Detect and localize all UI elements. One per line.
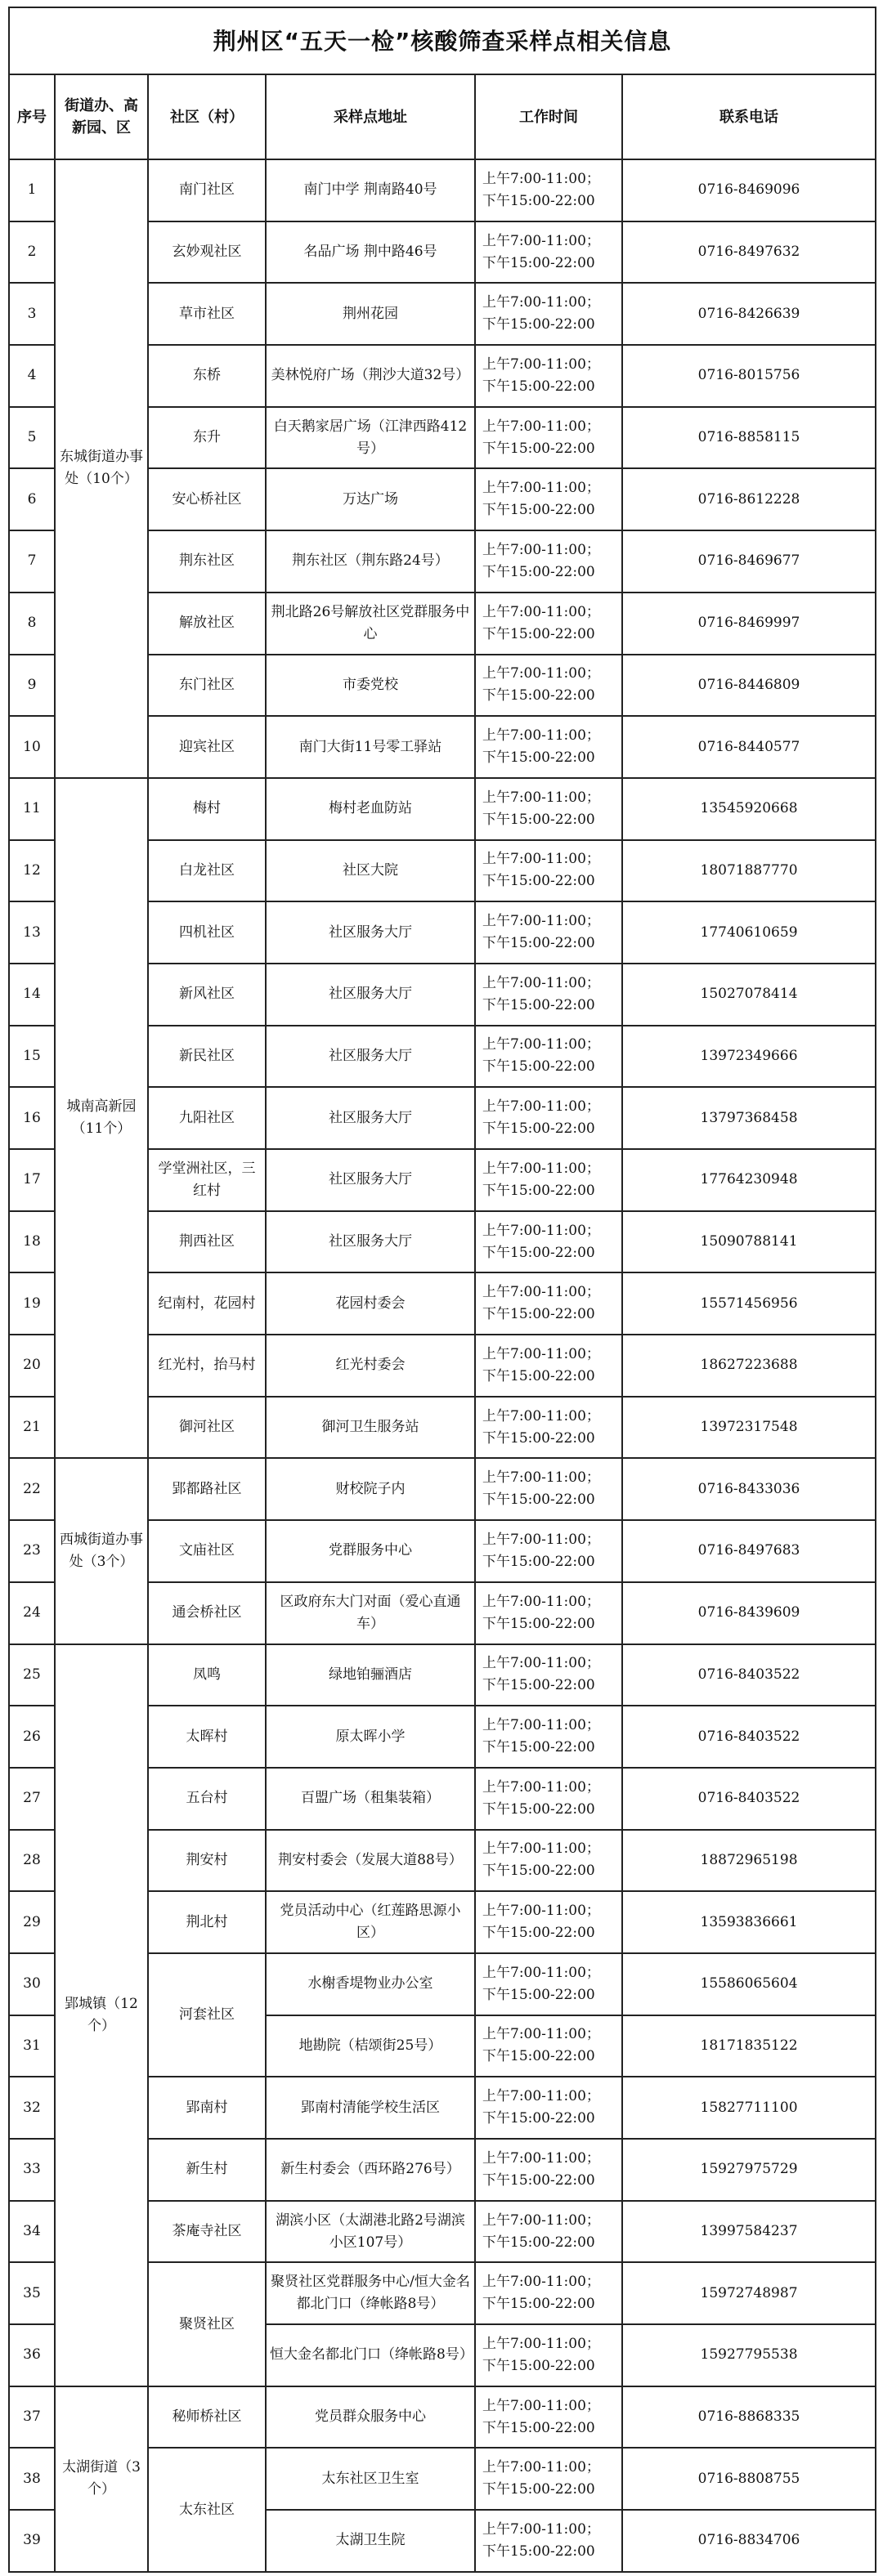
- time-cell: 上午7:00-11:00； 下午15:00-22:00: [475, 2262, 622, 2324]
- row-no: 30: [9, 1953, 55, 2015]
- row-no: 16: [9, 1087, 55, 1149]
- community-cell: 南门社区: [148, 159, 266, 221]
- address-cell: 南门大街11号零工驿站: [266, 716, 475, 778]
- phone-cell: 18872965198: [622, 1830, 876, 1892]
- row-no: 39: [9, 2510, 55, 2572]
- address-cell: 花园村委会: [266, 1272, 475, 1335]
- community-cell: 秘师桥社区: [148, 2386, 266, 2449]
- row-no: 32: [9, 2077, 55, 2139]
- address-cell: 荆安村委会（发展大道88号）: [266, 1830, 475, 1892]
- phone-cell: 17740610659: [622, 901, 876, 964]
- header-time: 工作时间: [475, 74, 622, 159]
- table-body: [9, 159, 876, 2572]
- time-cell: 上午7:00-11:00； 下午15:00-22:00: [475, 407, 622, 469]
- time-cell: 上午7:00-11:00； 下午15:00-22:00: [475, 1768, 622, 1830]
- community-cell: 聚贤社区: [148, 2262, 266, 2386]
- time-cell: 上午7:00-11:00； 下午15:00-22:00: [475, 2386, 622, 2449]
- community-cell: 草市社区: [148, 283, 266, 345]
- table-row: [9, 1644, 876, 1706]
- address-cell: 社区大院: [266, 840, 475, 902]
- community-cell: 荆北村: [148, 1891, 266, 1953]
- address-cell: 社区服务大厅: [266, 1026, 475, 1088]
- time-cell: 上午7:00-11:00； 下午15:00-22:00: [475, 840, 622, 902]
- row-no: 15: [9, 1026, 55, 1088]
- address-cell: 荆北路26号解放社区党群服务中心: [266, 593, 475, 655]
- address-cell: 湖滨小区（太湖港北路2号湖滨小区107号）: [266, 2201, 475, 2263]
- phone-cell: 0716-8446809: [622, 655, 876, 717]
- community-cell: 东升: [148, 407, 266, 469]
- phone-cell: 0716-8403522: [622, 1768, 876, 1830]
- time-cell: 上午7:00-11:00； 下午15:00-22:00: [475, 221, 622, 284]
- street-group: 太湖街道（3个）: [55, 2386, 148, 2572]
- row-no: 29: [9, 1891, 55, 1953]
- address-cell: 名品广场 荆中路46号: [266, 221, 475, 284]
- community-cell: 白龙社区: [148, 840, 266, 902]
- address-cell: 郢南村清能学校生活区: [266, 2077, 475, 2139]
- address-cell: 市委党校: [266, 655, 475, 717]
- time-cell: 上午7:00-11:00； 下午15:00-22:00: [475, 1582, 622, 1644]
- address-cell: 新生村委会（西环路276号）: [266, 2139, 475, 2201]
- time-cell: 上午7:00-11:00； 下午15:00-22:00: [475, 1149, 622, 1211]
- community-cell: 新风社区: [148, 964, 266, 1026]
- community-cell: 凤鸣: [148, 1644, 266, 1706]
- community-cell: 东桥: [148, 345, 266, 407]
- row-no: 6: [9, 468, 55, 530]
- time-cell: 上午7:00-11:00； 下午15:00-22:00: [475, 1087, 622, 1149]
- time-cell: 上午7:00-11:00； 下午15:00-22:00: [475, 1891, 622, 1953]
- time-cell: 上午7:00-11:00； 下午15:00-22:00: [475, 778, 622, 840]
- row-no: 3: [9, 283, 55, 345]
- street-group: 城南高新园（11个）: [55, 778, 148, 1459]
- row-no: 7: [9, 530, 55, 593]
- header-address: 采样点地址: [266, 74, 475, 159]
- community-cell: 御河社区: [148, 1397, 266, 1459]
- row-no: 10: [9, 716, 55, 778]
- header-phone: 联系电话: [622, 74, 876, 159]
- row-no: 36: [9, 2324, 55, 2386]
- phone-cell: 18071887770: [622, 840, 876, 902]
- time-cell: 上午7:00-11:00； 下午15:00-22:00: [475, 1272, 622, 1335]
- sampling-sites-sheet: [8, 7, 875, 2573]
- community-cell: 九阳社区: [148, 1087, 266, 1149]
- community-cell: 茶庵寺社区: [148, 2201, 266, 2263]
- row-no: 11: [9, 778, 55, 840]
- address-cell: 社区服务大厅: [266, 901, 475, 964]
- phone-cell: 0716-8439609: [622, 1582, 876, 1644]
- table-row: [9, 2386, 876, 2449]
- header-community: 社区（村）: [148, 74, 266, 159]
- row-no: 21: [9, 1397, 55, 1459]
- address-cell: 社区服务大厅: [266, 1149, 475, 1211]
- time-cell: 上午7:00-11:00； 下午15:00-22:00: [475, 1335, 622, 1397]
- address-cell: 水榭香堤物业办公室: [266, 1953, 475, 2015]
- time-cell: 上午7:00-11:00； 下午15:00-22:00: [475, 1706, 622, 1768]
- time-cell: 上午7:00-11:00； 下午15:00-22:00: [475, 530, 622, 593]
- page-title: 荆州区“五天一检”核酸筛查采样点相关信息: [9, 7, 876, 74]
- address-cell: 社区服务大厅: [266, 1087, 475, 1149]
- header-street: 街道办、高新园、区: [55, 74, 148, 159]
- time-cell: 上午7:00-11:00； 下午15:00-22:00: [475, 2448, 622, 2510]
- time-cell: 上午7:00-11:00； 下午15:00-22:00: [475, 283, 622, 345]
- phone-cell: 15827711100: [622, 2077, 876, 2139]
- community-cell: 安心桥社区: [148, 468, 266, 530]
- time-cell: 上午7:00-11:00； 下午15:00-22:00: [475, 1830, 622, 1892]
- time-cell: 上午7:00-11:00； 下午15:00-22:00: [475, 1397, 622, 1459]
- address-cell: 党员活动中心（红莲路思源小区）: [266, 1891, 475, 1953]
- address-cell: 财校院子内: [266, 1458, 475, 1520]
- row-no: 33: [9, 2139, 55, 2201]
- time-cell: 上午7:00-11:00； 下午15:00-22:00: [475, 964, 622, 1026]
- phone-cell: 0716-8497632: [622, 221, 876, 284]
- address-cell: 荆东社区（荆东路24号）: [266, 530, 475, 593]
- address-cell: 荆州花园: [266, 283, 475, 345]
- time-cell: 上午7:00-11:00； 下午15:00-22:00: [475, 468, 622, 530]
- time-cell: 上午7:00-11:00； 下午15:00-22:00: [475, 901, 622, 964]
- row-no: 20: [9, 1335, 55, 1397]
- sampling-sites-table: [8, 7, 876, 2573]
- address-cell: 区政府东大门对面（爱心直通车）: [266, 1582, 475, 1644]
- community-cell: 郢南村: [148, 2077, 266, 2139]
- address-cell: 白天鹅家居广场（江津西路412号）: [266, 407, 475, 469]
- time-cell: 上午7:00-11:00； 下午15:00-22:00: [475, 655, 622, 717]
- phone-cell: 0716-8612228: [622, 468, 876, 530]
- address-cell: 百盟广场（租集装箱）: [266, 1768, 475, 1830]
- community-cell: 太东社区: [148, 2448, 266, 2571]
- community-cell: 五台村: [148, 1768, 266, 1830]
- street-group: 东城街道办事处（10个）: [55, 159, 148, 778]
- table-row: [9, 1458, 876, 1520]
- phone-cell: 13545920668: [622, 778, 876, 840]
- row-no: 31: [9, 2015, 55, 2077]
- community-cell: 河套社区: [148, 1953, 266, 2077]
- community-cell: 荆西社区: [148, 1211, 266, 1273]
- community-cell: 解放社区: [148, 593, 266, 655]
- row-no: 26: [9, 1706, 55, 1768]
- phone-cell: 13972317548: [622, 1397, 876, 1459]
- community-cell: 梅村: [148, 778, 266, 840]
- row-no: 4: [9, 345, 55, 407]
- community-cell: 郢都路社区: [148, 1458, 266, 1520]
- table-header-row: [9, 74, 876, 159]
- community-cell: 红光村，抬马村: [148, 1335, 266, 1397]
- row-no: 34: [9, 2201, 55, 2263]
- phone-cell: 18627223688: [622, 1335, 876, 1397]
- row-no: 1: [9, 159, 55, 221]
- phone-cell: 15927795538: [622, 2324, 876, 2386]
- row-no: 24: [9, 1582, 55, 1644]
- time-cell: 上午7:00-11:00； 下午15:00-22:00: [475, 2077, 622, 2139]
- community-cell: 学堂洲社区，三红村: [148, 1149, 266, 1211]
- address-cell: 地勘院（桔颂街25号）: [266, 2015, 475, 2077]
- phone-cell: 0716-8440577: [622, 716, 876, 778]
- community-cell: 荆安村: [148, 1830, 266, 1892]
- phone-cell: 15586065604: [622, 1953, 876, 2015]
- community-cell: 四机社区: [148, 901, 266, 964]
- header-no: 序号: [9, 74, 55, 159]
- address-cell: 党员群众服务中心: [266, 2386, 475, 2449]
- time-cell: 上午7:00-11:00； 下午15:00-22:00: [475, 1458, 622, 1520]
- address-cell: 聚贤社区党群服务中心/恒大金名都北门口（绛帐路8号）: [266, 2262, 475, 2324]
- phone-cell: 0716-8469096: [622, 159, 876, 221]
- street-group: 西城街道办事处（3个）: [55, 1458, 148, 1644]
- address-cell: 社区服务大厅: [266, 1211, 475, 1273]
- phone-cell: 17764230948: [622, 1149, 876, 1211]
- table-row: [9, 159, 876, 221]
- time-cell: 上午7:00-11:00； 下午15:00-22:00: [475, 345, 622, 407]
- phone-cell: 0716-8469677: [622, 530, 876, 593]
- phone-cell: 0716-8808755: [622, 2448, 876, 2510]
- phone-cell: 0716-8868335: [622, 2386, 876, 2449]
- community-cell: 荆东社区: [148, 530, 266, 593]
- row-no: 14: [9, 964, 55, 1026]
- phone-cell: 15571456956: [622, 1272, 876, 1335]
- row-no: 27: [9, 1768, 55, 1830]
- phone-cell: 0716-8858115: [622, 407, 876, 469]
- phone-cell: 0716-8403522: [622, 1706, 876, 1768]
- row-no: 19: [9, 1272, 55, 1335]
- table-row: [9, 778, 876, 840]
- community-cell: 新民社区: [148, 1026, 266, 1088]
- row-no: 9: [9, 655, 55, 717]
- time-cell: 上午7:00-11:00； 下午15:00-22:00: [475, 593, 622, 655]
- phone-cell: 15090788141: [622, 1211, 876, 1273]
- time-cell: 上午7:00-11:00； 下午15:00-22:00: [475, 159, 622, 221]
- row-no: 25: [9, 1644, 55, 1706]
- address-cell: 恒大金名都北门口（绛帐路8号）: [266, 2324, 475, 2386]
- community-cell: 纪南村，花园村: [148, 1272, 266, 1335]
- address-cell: 梅村老血防站: [266, 778, 475, 840]
- time-cell: 上午7:00-11:00； 下午15:00-22:00: [475, 1644, 622, 1706]
- time-cell: 上午7:00-11:00； 下午15:00-22:00: [475, 2201, 622, 2263]
- time-cell: 上午7:00-11:00； 下午15:00-22:00: [475, 2015, 622, 2077]
- phone-cell: 0716-8433036: [622, 1458, 876, 1520]
- address-cell: 南门中学 荆南路40号: [266, 159, 475, 221]
- row-no: 38: [9, 2448, 55, 2510]
- phone-cell: 0716-8497683: [622, 1520, 876, 1582]
- phone-cell: 15972748987: [622, 2262, 876, 2324]
- time-cell: 上午7:00-11:00； 下午15:00-22:00: [475, 1026, 622, 1088]
- row-no: 28: [9, 1830, 55, 1892]
- row-no: 5: [9, 407, 55, 469]
- time-cell: 上午7:00-11:00； 下午15:00-22:00: [475, 716, 622, 778]
- address-cell: 美林悦府广场（荆沙大道32号）: [266, 345, 475, 407]
- community-cell: 玄妙观社区: [148, 221, 266, 284]
- row-no: 37: [9, 2386, 55, 2449]
- address-cell: 红光村委会: [266, 1335, 475, 1397]
- phone-cell: 0716-8015756: [622, 345, 876, 407]
- row-no: 17: [9, 1149, 55, 1211]
- address-cell: 太东社区卫生室: [266, 2448, 475, 2510]
- phone-cell: 0716-8834706: [622, 2510, 876, 2572]
- time-cell: 上午7:00-11:00； 下午15:00-22:00: [475, 2139, 622, 2201]
- time-cell: 上午7:00-11:00； 下午15:00-22:00: [475, 1520, 622, 1582]
- address-cell: 原太晖小学: [266, 1706, 475, 1768]
- address-cell: 御河卫生服务站: [266, 1397, 475, 1459]
- row-no: 2: [9, 221, 55, 284]
- community-cell: 文庙社区: [148, 1520, 266, 1582]
- row-no: 18: [9, 1211, 55, 1273]
- phone-cell: 0716-8403522: [622, 1644, 876, 1706]
- address-cell: 太湖卫生院: [266, 2510, 475, 2572]
- phone-cell: 0716-8469997: [622, 593, 876, 655]
- community-cell: 通会桥社区: [148, 1582, 266, 1644]
- row-no: 23: [9, 1520, 55, 1582]
- row-no: 12: [9, 840, 55, 902]
- community-cell: 东门社区: [148, 655, 266, 717]
- phone-cell: 13593836661: [622, 1891, 876, 1953]
- phone-cell: 18171835122: [622, 2015, 876, 2077]
- address-cell: 社区服务大厅: [266, 964, 475, 1026]
- row-no: 8: [9, 593, 55, 655]
- time-cell: 上午7:00-11:00； 下午15:00-22:00: [475, 1211, 622, 1273]
- community-cell: 迎宾社区: [148, 716, 266, 778]
- community-cell: 新生村: [148, 2139, 266, 2201]
- row-no: 35: [9, 2262, 55, 2324]
- community-cell: 太晖村: [148, 1706, 266, 1768]
- phone-cell: 0716-8426639: [622, 283, 876, 345]
- phone-cell: 13972349666: [622, 1026, 876, 1088]
- address-cell: 万达广场: [266, 468, 475, 530]
- time-cell: 上午7:00-11:00； 下午15:00-22:00: [475, 2324, 622, 2386]
- row-no: 13: [9, 901, 55, 964]
- phone-cell: 13997584237: [622, 2201, 876, 2263]
- address-cell: 党群服务中心: [266, 1520, 475, 1582]
- phone-cell: 13797368458: [622, 1087, 876, 1149]
- phone-cell: 15927975729: [622, 2139, 876, 2201]
- address-cell: 绿地铂骊酒店: [266, 1644, 475, 1706]
- row-no: 22: [9, 1458, 55, 1520]
- time-cell: 上午7:00-11:00； 下午15:00-22:00: [475, 1953, 622, 2015]
- time-cell: 上午7:00-11:00； 下午15:00-22:00: [475, 2510, 622, 2572]
- street-group: 郢城镇（12个）: [55, 1644, 148, 2386]
- phone-cell: 15027078414: [622, 964, 876, 1026]
